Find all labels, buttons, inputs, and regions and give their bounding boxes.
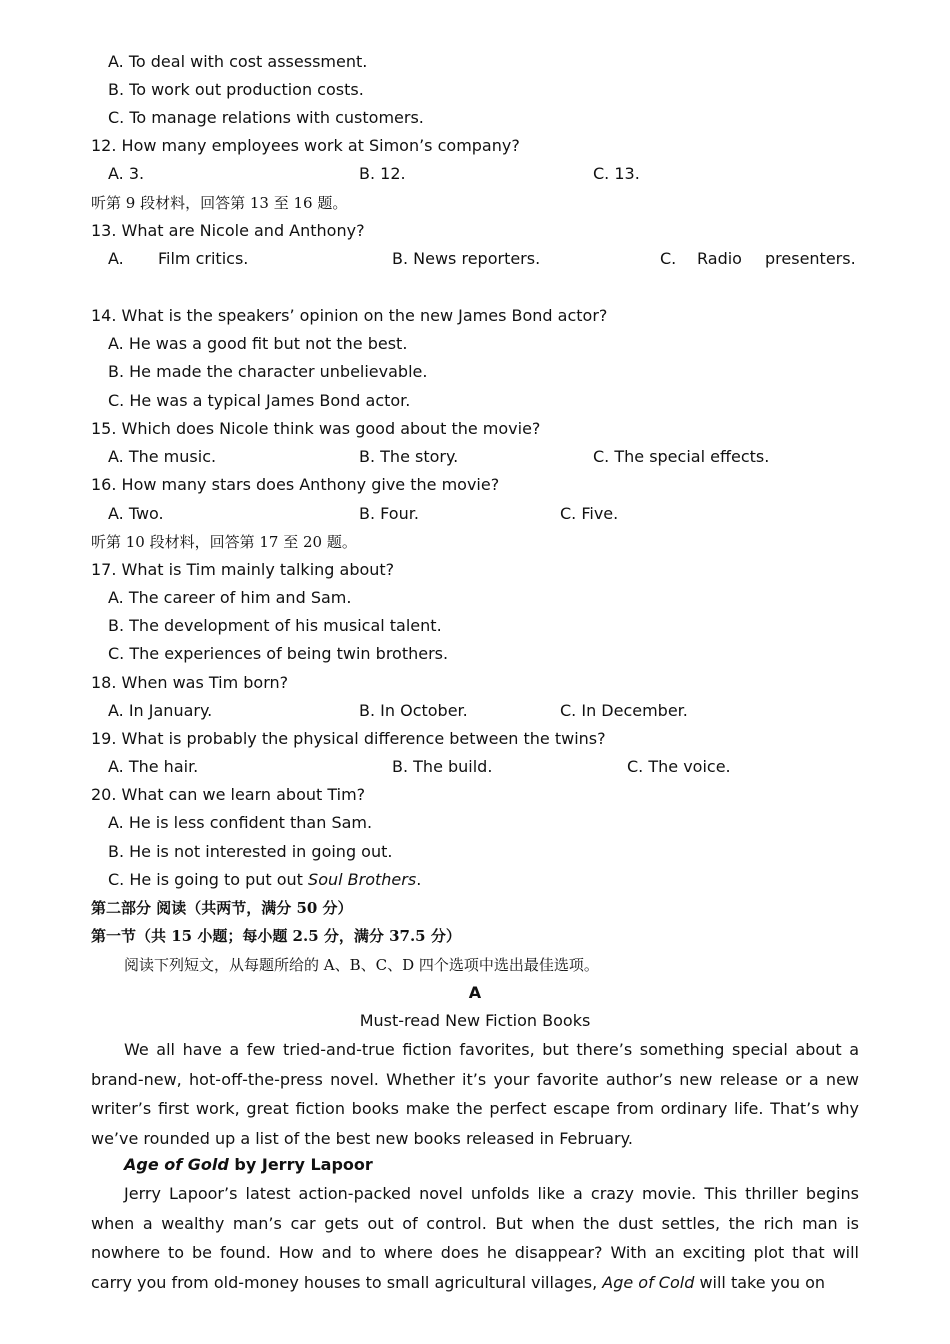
reading-instruction: 阅读下列短文，从每题所给的 A、B、C、D 四个选项中选出最佳选项。 [124, 956, 599, 974]
q13-option-a-label: A. [108, 249, 124, 268]
q13-option-b: B. News reporters. [392, 249, 541, 268]
q18-option-b: B. In October. [359, 701, 468, 720]
q14-option-c: C. He was a typical James Bond actor. [108, 391, 411, 410]
q19-question: 19. What is probably the physical difference between the twins? [91, 729, 606, 748]
book-1-paragraph [91, 1179, 859, 1297]
q18-option-c: C. In December. [560, 701, 688, 720]
q13-option-c-word2: presenters. [765, 249, 856, 268]
q20-option-c-title: Soul Brothers [308, 870, 417, 889]
q12-option-c: C. 13. [593, 164, 640, 183]
section-10-instruction: 听第 10 段材料，回答第 17 至 20 题。 [91, 533, 357, 551]
q15-option-c: C. The special effects. [593, 447, 770, 466]
book-1-author: by Jerry Lapoor [228, 1155, 373, 1174]
q20-question: 20. What can we learn about Tim? [91, 785, 366, 804]
q17-option-c: C. The experiences of being twin brothers. [108, 644, 449, 663]
q13-question: 13. What are Nicole and Anthony? [91, 221, 365, 240]
q17-question: 17. What is Tim mainly talking about? [91, 560, 395, 579]
q18-question: 18. When was Tim born? [91, 673, 289, 692]
q20-option-c-suffix: . [416, 870, 422, 889]
q13-option-c-word1: Radio [697, 249, 742, 268]
q20-option-c [108, 869, 421, 891]
q15-option-a: A. The music. [108, 447, 217, 466]
section-9-instruction: 听第 9 段材料，回答第 13 至 16 题。 [91, 194, 348, 212]
q16-question: 16. How many stars does Anthony give the movie? [91, 475, 500, 494]
q16-option-b: B. Four. [359, 504, 419, 523]
q16-option-a: A. Two. [108, 504, 164, 523]
q13-option-a-text: Film critics. [158, 249, 249, 268]
q14-option-a: A. He was a good fit but not the best. [108, 334, 408, 353]
passage-title: Must-read New Fiction Books [359, 1011, 591, 1030]
book-1-heading [124, 1154, 373, 1176]
passage-intro-paragraph [91, 1035, 859, 1153]
q19-option-b: B. The build. [392, 757, 493, 776]
book-1-text-1: Jerry Lapoor’s latest action-packed novel unfolds like a crazy movie. This thriller begins when a wealthy man’s car gets out of control. But when the dust settles, the rich man is nowhere to be found. How and to where does he disappear? With an exciting plot that will carry you from old-money houses to small agricultural villages, [91, 1184, 859, 1292]
q18-option-a: A. In January. [108, 701, 213, 720]
q12-option-b: B. 12. [359, 164, 406, 183]
q20-option-c-prefix: C. He is going to put out [108, 870, 309, 889]
part-2-heading: 第二部分 阅读（共两节，满分 50 分） [91, 899, 353, 917]
q14-question: 14. What is the speakers’ opinion on the new James Bond actor? [91, 306, 608, 325]
q16-option-c: C. Five. [560, 504, 619, 523]
q17-option-b: B. The development of his musical talent. [108, 616, 442, 635]
book-1-text-2: will take you on [694, 1272, 826, 1292]
q13-option-c-label: C. [660, 249, 677, 268]
q19-option-c: C. The voice. [627, 757, 731, 776]
book-1-italic-title: Age of Cold [602, 1272, 695, 1292]
q20-option-b: B. He is not interested in going out. [108, 842, 393, 861]
q19-option-a: A. The hair. [108, 757, 199, 776]
q11-option-b: B. To work out production costs. [108, 80, 364, 99]
q20-option-a: A. He is less confident than Sam. [108, 813, 373, 832]
passage-letter: A [468, 983, 482, 1002]
q15-question: 15. Which does Nicole think was good about the movie? [91, 419, 541, 438]
q11-option-c: C. To manage relations with customers. [108, 108, 424, 127]
passage-intro-text: We all have a few tried-and-true fiction favorites, but there’s something special about a brand-new, hot-off-the-press novel. Whether it’s your favorite author’s new release or a new writer’s first work, great fiction books make the perfect escape from ordinary life. That’s why we’ve rounded up a list of the best new books released in February. [91, 1040, 859, 1148]
part-2-section-1-heading: 第一节（共 15 小题；每小题 2.5 分，满分 37.5 分） [91, 927, 461, 945]
q14-option-b: B. He made the character unbelievable. [108, 362, 428, 381]
q12-option-a: A. 3. [108, 164, 145, 183]
q15-option-b: B. The story. [359, 447, 459, 466]
q11-option-a: A. To deal with cost assessment. [108, 52, 368, 71]
book-1-title: Age of Gold [124, 1155, 229, 1174]
q17-option-a: A. The career of him and Sam. [108, 588, 352, 607]
q12-question: 12. How many employees work at Simon’s company? [91, 136, 520, 155]
